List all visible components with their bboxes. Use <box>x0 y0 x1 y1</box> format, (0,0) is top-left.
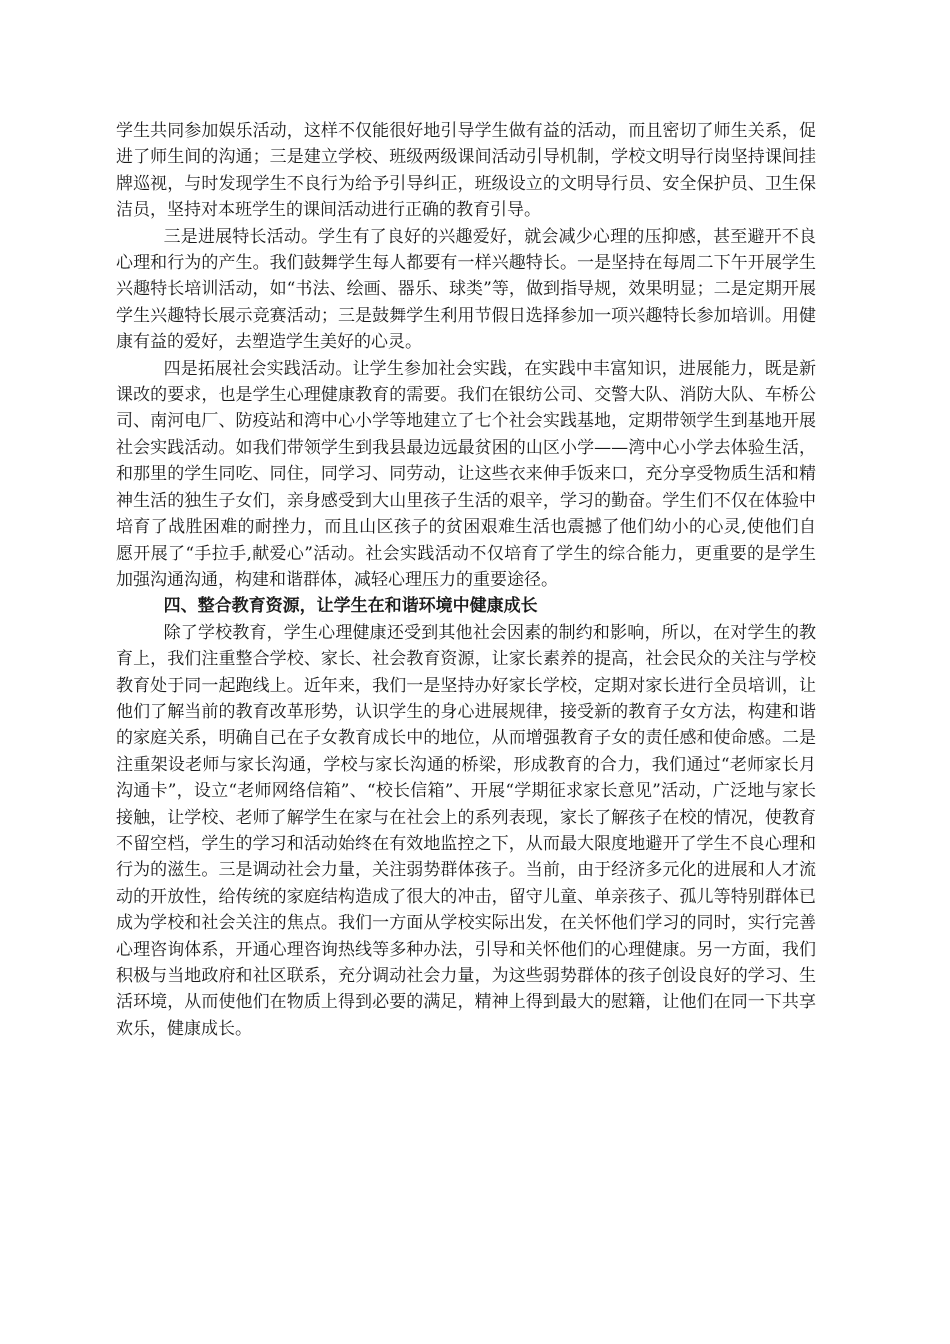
paragraph-integrate-resources: 除了学校教育，学生心理健康还受到其他社会因素的制约和影响，所以，在对学生的教育上，我们注重整合学校、家长、社会教育资源，让家长素养的提高，社会民众的关注与学校教育处于同一起跑线上。近年来，我们一是坚持办好家长学校，定期对家长进行全员培训，让他们了解当前的教育改革形势，认识学生的身心进展规律，接受新的教育子女方法，构建和谐的家庭关系，明确自己在子女教育成长中的地位，从而增强教育子女的责任感和使命感。二是注重架设老师与家长沟通，学校与家长沟通的桥梁，形成教育的合力，我们通过“老师家长月沟通卡”，设立“老师网络信箱”、“校长信箱”、开展“学期征求家长意见”活动，广泛地与家长接触，让学校、老师了解学生在家与在社会上的系列表现，家长了解孩子在校的情况，使教育不留空档，学生的学习和活动始终在有效地监控之下，从而最大限度地避开了学生不良心理和行为的滋生。三是调动社会力量，关注弱势群体孩子。当前，由于经济多元化的进展和人才流动的开放性，给传统的家庭结构造成了很大的冲击，留守儿童、单亲孩子、孤儿等特别群体已成为学校和社会关注的焦点。我们一方面从学校实际出发，在关怀他们学习的同时，实行完善心理咨询体系，开通心理咨询热线等多种办法，引导和关怀他们的心理健康。另一方面，我们积极与当地政府和社区联系，充分调动社会力量，为这些弱势群体的孩子创设良好的学习、生活环境，从而使他们在物质上得到必要的满足，精神上得到最大的慰籍，让他们在同一下共享欢乐，健康成长。 <box>116 622 816 1039</box>
paragraph-specialty-activities: 三是进展特长活动。学生有了良好的兴趣爱好，就会减少心理的压抑感，甚至避开不良心理和行为的产生。我们鼓舞学生每人都要有一样兴趣特长。一是坚持在每周二下午开展学生兴趣特长培训活动，如“书法、绘画、器乐、球类”等，做到指导规，效果明显；二是定期开展学生兴趣特长展示竞赛活动；三是鼓舞学生利用节假日选择参加一项兴趣特长参加培训。用健康有益的爱好，去塑造学生美好的心灵。 <box>116 226 816 353</box>
paragraph-social-practice: 四是拓展社会实践活动。让学生参加社会实践，在实践中丰富知识，进展能力，既是新课改的要求，也是学生心理健康教育的需要。我们在银纺公司、交警大队、消防大队、车桥公司、南河电厂、防疫站和湾中心小学等地建立了七个社会实践基地，定期带领学生到基地开展社会实践活动。如我们带领学生到我县最边远最贫困的山区小学——湾中心小学去体验生活，和那里的学生同吃、同住，同学习、同劳动，让这些衣来伸手饭来口，充分享受物质生活和精神生活的独生子女们，亲身感受到大山里孩子生活的艰辛，学习的勤奋。学生们不仅在体验中培育了战胜困难的耐挫力，而且山区孩子的贫困艰难生活也震撼了他们幼小的心灵,使他们自愿开展了“手拉手,献爱心”活动。社会实践活动不仅培育了学生的综合能力，更重要的是学生加强沟通沟通，构建和谐群体，减轻心理压力的重要途径。 <box>116 358 816 590</box>
section-heading: 四、整合教育资源，让学生在和谐环境中健康成长 <box>163 596 538 617</box>
paragraph-continuation: 学生共同参加娱乐活动，这样不仅能很好地引导学生做有益的活动，而且密切了师生关系，促进了师生间的沟通；三是建立学校、班级两级课间活动引导机制，学校文明导行岗坚持课间挂牌巡视，与时发现学生不良行为给予引导纠正，班级设立的文明导行员、安全保护员、卫生保洁员，坚持对本班学生的课间活动进行正确的教育引导。 <box>116 121 816 221</box>
document-body <box>116 118 816 1042</box>
